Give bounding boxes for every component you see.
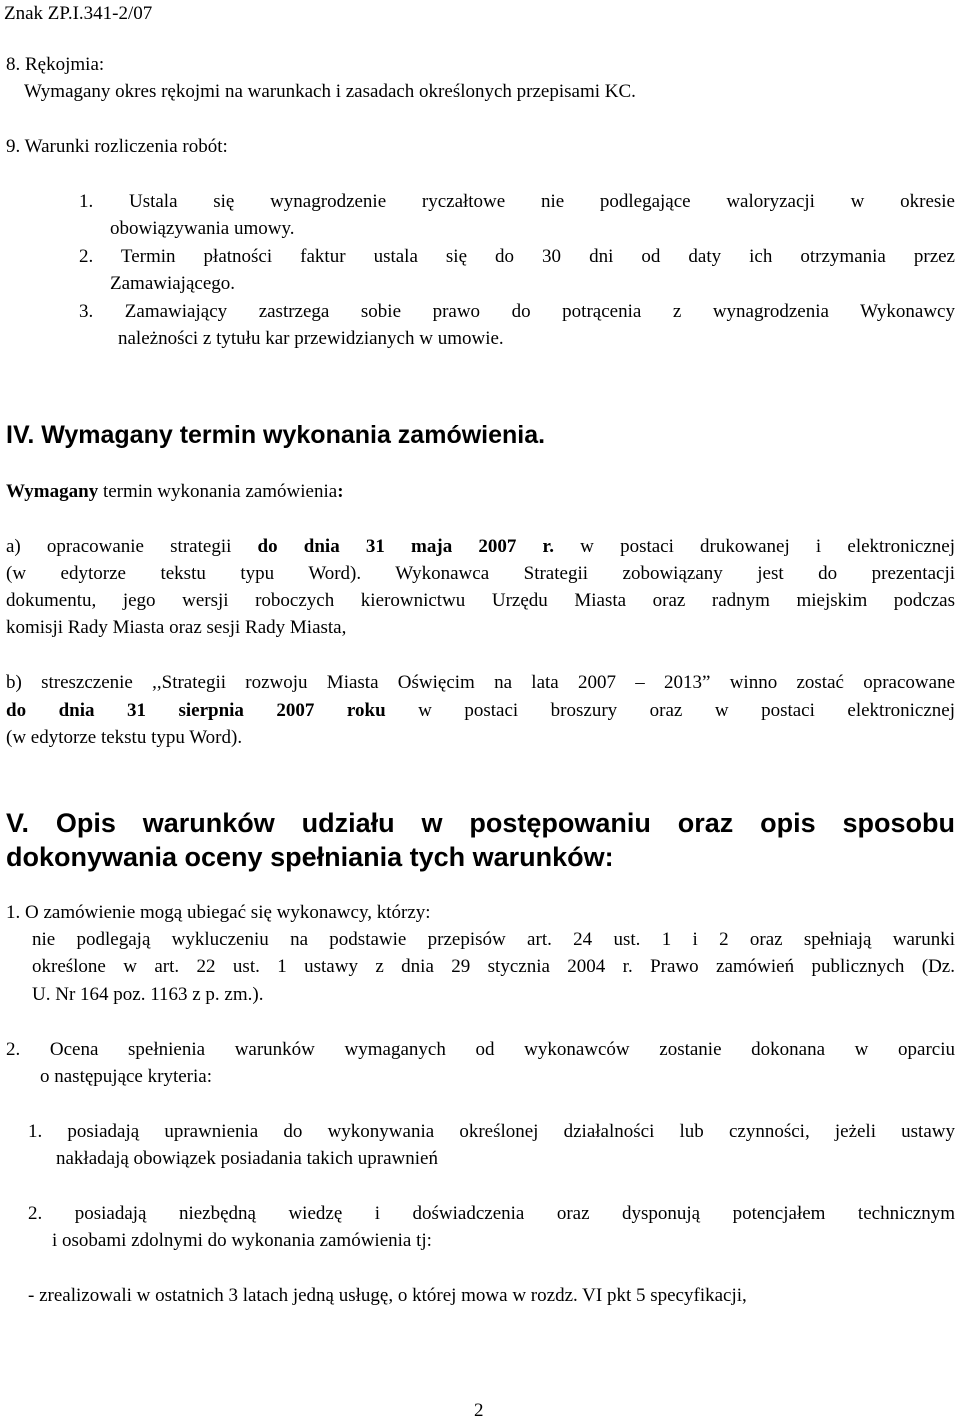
section-8-body: Wymagany okres rękojmi na warunkach i zasadach określonych przepisami KC. [24,81,636,102]
page-number: 2 [474,1400,484,1421]
section-v-point-1-line-2: określone w art. 22 ust. 1 ustawy z dnia 29 stycznia 2004 r. Prawo zamówień publicznych (Dz. [32,956,955,977]
section-v-point-1-title: 1. O zamówienie mogą ubiegać się wykonawcy, którzy: [6,902,431,923]
section-iv-subheading-bold: Wymagany [6,481,99,502]
section-v-heading-line-1: V. Opis warunków udziału w postępowaniu oraz opis sposobu [6,808,955,838]
section-9-item-3-line-1: 3. Zamawiający zastrzega sobie prawo do potrącenia z wynagrodzenia Wykonawcy [79,301,955,322]
section-v-heading-line-2: dokonywania oceny spełniania tych warunków: [6,842,614,872]
section-v-point-2-line-1: 2. Ocena spełnienia warunków wymaganych od wykonawców zostanie dokonana w oparciu [6,1039,955,1060]
section-9-item-2-line-1: 2. Termin płatności faktur ustala się do 30 dni od daty ich otrzymania przez [79,246,955,267]
section-iv-subheading-rest: termin wykonania zamówienia [98,481,338,502]
section-iv-b-line-3: (w edytorze tekstu typu Word). [6,727,243,748]
criterion-1-line-1: 1. posiadają uprawnienia do wykonywania określonej działalności lub czynności, jeżeli ustawy [28,1121,955,1142]
criterion-2-dash-item: - zrealizowali w ostatnich 3 latach jedną usługę, o której mowa w rozdz. VI pkt 5 specyfikacji, [28,1285,747,1306]
criterion-2-line-2: i osobami zdolnymi do wykonania zamówienia tj: [52,1230,432,1251]
section-iv-b-line-2: do dnia 31 sierpnia 2007 roku w postaci broszury oraz w postaci elektronicznej [6,700,955,721]
section-iv-subheading [6,478,344,505]
section-v-point-1-line-1: nie podlegają wykluczeniu na podstawie przepisów art. 24 ust. 1 i 2 oraz spełniają warunki [32,929,955,950]
section-8-title: 8. Rękojmia: [6,54,105,75]
section-iv-a-line-1: a) opracowanie strategii do dnia 31 maja 2007 r. w postaci drukowanej i elektronicznej [6,536,955,557]
section-v-point-2-line-2: o następujące kryteria: [40,1066,212,1087]
section-iv-b-line-1: b) streszczenie ,,Strategii rozwoju Miasta Oświęcim na lata 2007 – 2013” winno zostać opracowane [6,672,955,693]
section-9-item-1-line-2: obowiązywania umowy. [110,218,295,239]
section-9-item-2-line-2: Zamawiającego. [110,273,236,294]
deadline-b: do dnia 31 sierpnia 2007 roku [6,700,386,721]
section-iv-a-line-2: (w edytorze tekstu typu Word). Wykonawca Strategii zobowiązany jest do prezentacji [6,563,955,584]
section-iv-a-line-4: komisji Rady Miasta oraz sesji Rady Miasta, [6,617,347,638]
section-iv-heading: IV. Wymagany termin wykonania zamówienia. [6,421,546,449]
deadline-a: do dnia 31 maja 2007 r. [257,536,554,557]
section-v-point-1-line-3: U. Nr 164 poz. 1163 z p. zm.). [32,984,264,1005]
section-iv-subheading-colon: : [337,481,344,502]
section-9-item-3-line-2: należności z tytułu kar przewidzianych w umowie. [118,328,504,349]
section-9-item-1-line-1: 1. Ustala się wynagrodzenie ryczałtowe nie podlegające waloryzacji w okresie [79,191,955,212]
criterion-1-line-2: nakładają obowiązek posiadania takich uprawnień [56,1148,438,1169]
section-iv-a-line-3: dokumentu, jego wersji roboczych kierownictwu Urzędu Miasta oraz radnym miejskim podczas [6,590,955,611]
criterion-2-line-1: 2. posiadają niezbędną wiedzę i doświadczenia oraz dysponują potencjałem technicznym [28,1203,955,1224]
section-9-title: 9. Warunki rozliczenia robót: [6,136,228,157]
document-reference: Znak ZP.I.341-2/07 [4,3,153,24]
